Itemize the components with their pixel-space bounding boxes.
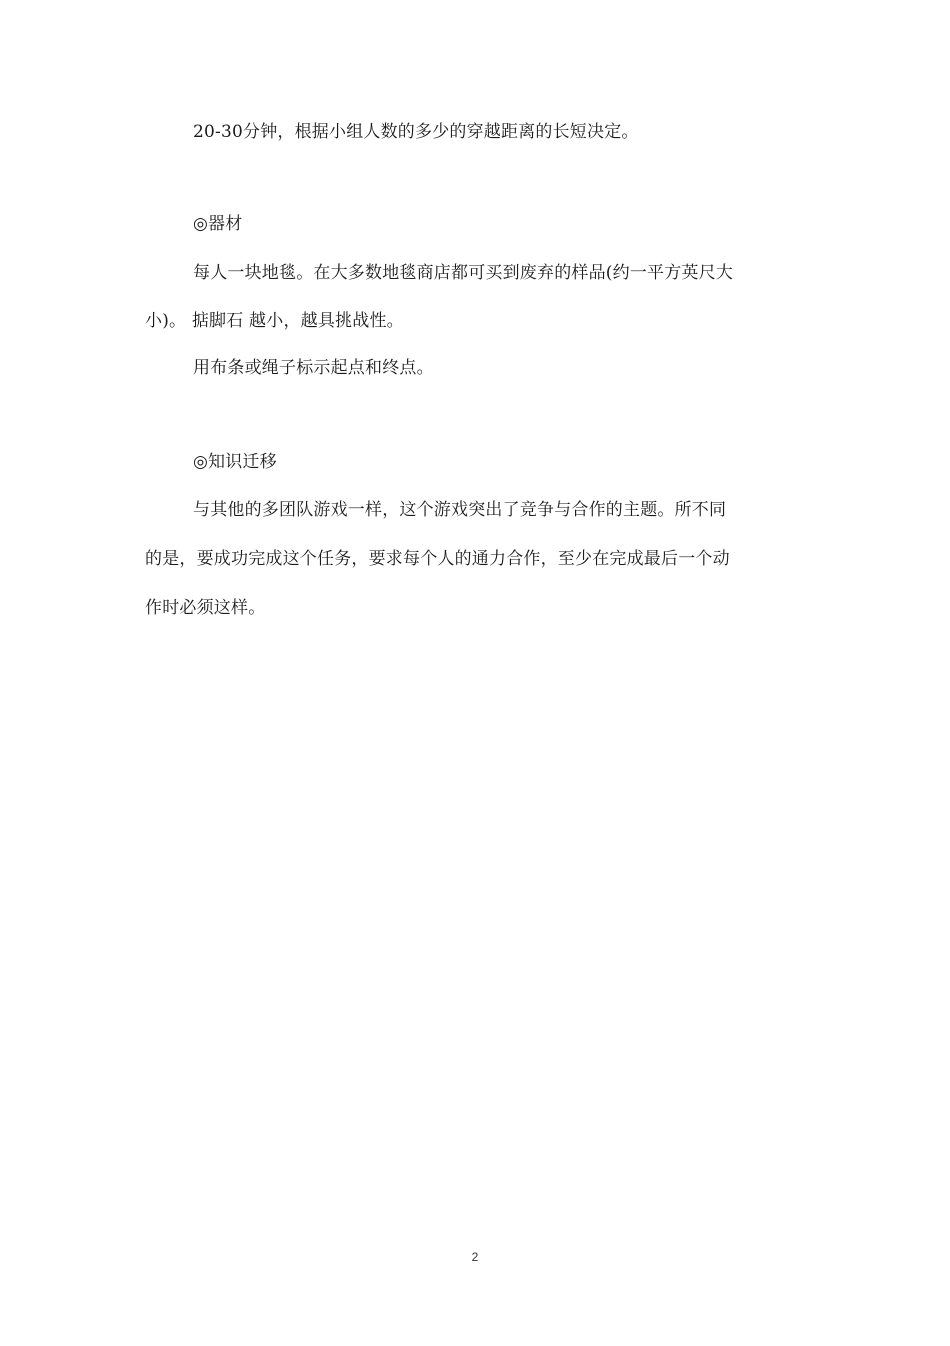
equipment-paragraph-line-2: 小)。 掂脚石 越小，越具挑战性。 (145, 311, 404, 331)
knowledge-transfer-line-3: 作时必须这样。 (145, 598, 266, 618)
page-number: 2 (471, 1250, 479, 1264)
duration-text: 20-30分钟，根据小组人数的多少的穿越距离的长短决定。 (193, 122, 639, 142)
knowledge-transfer-line-2: 的是，要成功完成这个任务，要求每个人的通力合作，至少在完成最后一个动 (145, 549, 730, 569)
knowledge-transfer-heading: ◎知识迁移 (193, 452, 277, 472)
equipment-paragraph-2: 用布条或绳子标示起点和终点。 (193, 358, 434, 378)
equipment-heading: ◎器材 (193, 214, 243, 234)
knowledge-transfer-line-1: 与其他的多团队游戏一样，这个游戏突出了竞争与合作的主题。所不同 (193, 500, 727, 520)
equipment-paragraph-line-1: 每人一块地毯。在大多数地毯商店都可买到废弃的样品(约一平方英尺大 (193, 263, 734, 283)
